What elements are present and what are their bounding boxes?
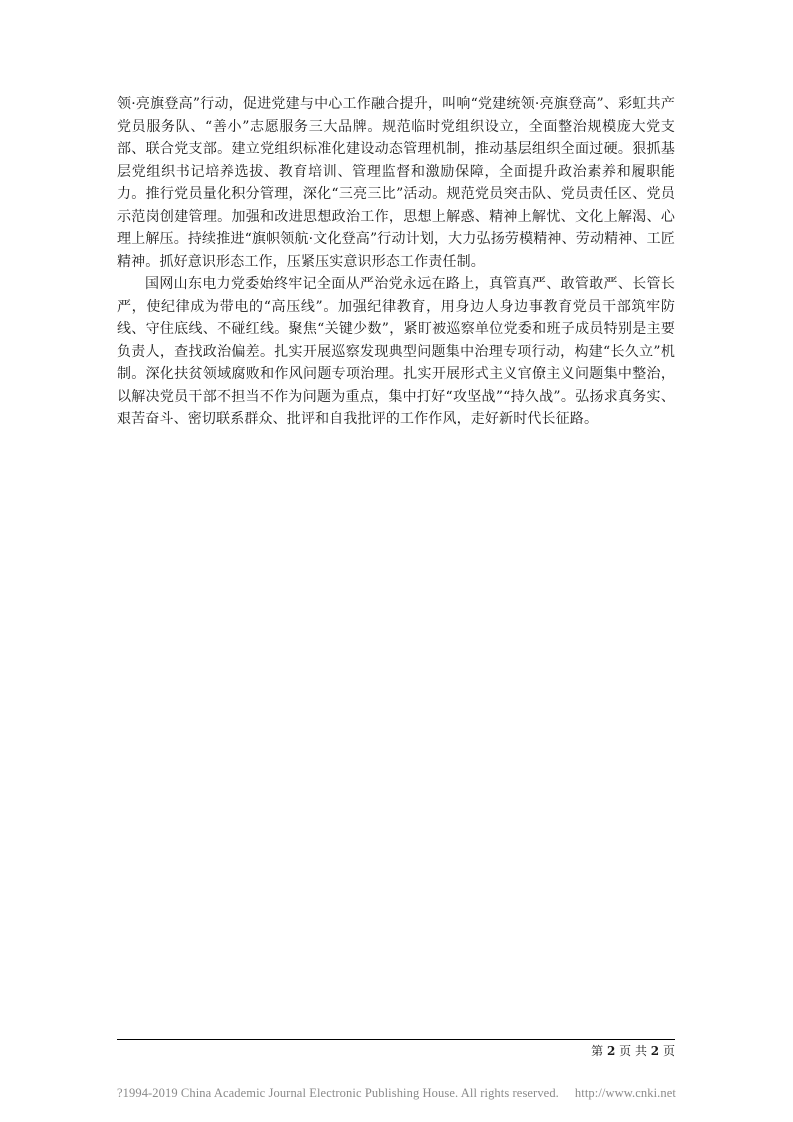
page-current: 2: [606, 1044, 616, 1058]
copyright-url: http://www.cnki.net: [574, 1086, 676, 1100]
page-number: [591, 1042, 675, 1059]
page-suffix: 页: [662, 1044, 675, 1058]
article-body: [117, 93, 675, 431]
copyright-text: ?1994-2019 China Academic Journal Electronic Publishing House. All rights reserved.: [117, 1086, 559, 1100]
page-total: 2: [650, 1044, 660, 1058]
body-paragraph-2: 国网山东电力党委始终牢记全面从严治党永远在路上，真管真严、敢管敢严、长管长严，使纪律成为带电的“高压线”。加强纪律教育，用身边人身边事教育党员干部筑牢防线、守住底线、不碰红线。聚焦“关键少数”，紧盯被巡察单位党委和班子成员特别是主要负责人，查找政治偏差。扎实开展巡察发现典型问题集中治理专项行动，构建“长久立”机制。深化扶贫领域腐败和作风问题专项治理。扎实开展形式主义官僚主义问题集中整治，以解决党员干部不担当不作为问题为重点，集中打好“攻坚战”“持久战”。弘扬求真务实、艰苦奋斗、密切联系群众、批评和自我批评的工作作风，走好新时代长征路。: [117, 276, 675, 427]
body-paragraph-1: 领·亮旗登高”行动，促进党建与中心工作融合提升，叫响“党建统领·亮旗登高”、彩虹共产党员服务队、“善小”志愿服务三大品牌。规范临时党组织设立，全面整治规模庞大党支部、联合党支部。建立党组织标准化建设动态管理机制，推动基层组织全面过硬。狠抓基层党组织书记培养选拔、教育培训、管理监督和激励保障，全面提升政治素养和履职能力。推行党员量化积分管理，深化“三亮三比”活动。规范党员突击队、党员责任区、党员示范岗创建管理。加强和改进思想政治工作，思想上解惑、精神上解忧、文化上解渴、心理上解压。持续推进“旗帜领航·文化登高”行动计划，大力弘扬劳模精神、劳动精神、工匠精神。抓好意识形态工作，压紧压实意识形态工作责任制。: [117, 96, 675, 270]
copyright-notice: [0, 1086, 793, 1101]
page-prefix: 第: [591, 1044, 604, 1058]
page-mid: 页 共: [619, 1044, 647, 1058]
footer-divider: [117, 1039, 675, 1040]
